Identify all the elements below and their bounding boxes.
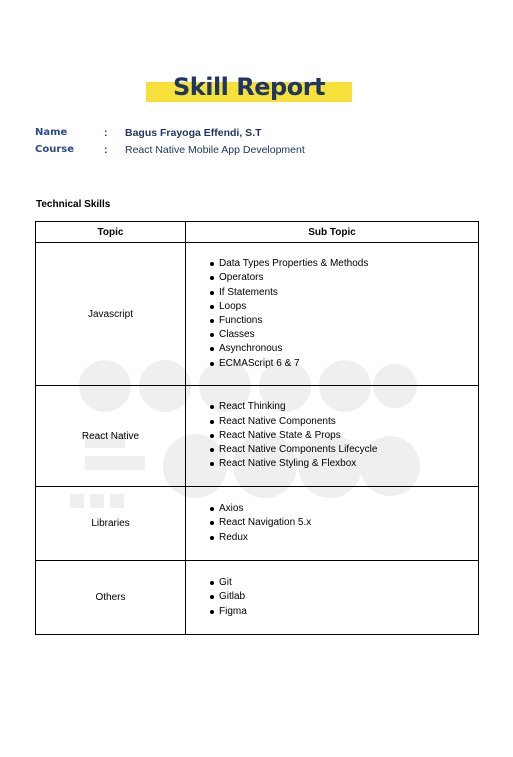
list-item: React Native Styling & Flexbox bbox=[210, 457, 478, 471]
topic-cell: Javascript bbox=[36, 243, 186, 386]
subtopic-cell bbox=[186, 386, 479, 487]
list-item: Figma bbox=[210, 605, 478, 619]
info-value-course: React Native Mobile App Development bbox=[125, 144, 305, 156]
topic-cell: React Native bbox=[36, 386, 186, 487]
list-item: Git bbox=[210, 576, 478, 590]
info-separator: : bbox=[104, 144, 108, 156]
info-separator: : bbox=[104, 127, 108, 139]
skills-table bbox=[35, 221, 479, 635]
column-header-topic: Topic bbox=[36, 222, 186, 243]
list-item: Data Types Properties & Methods bbox=[210, 257, 478, 271]
subtopic-cell bbox=[186, 243, 479, 386]
info-label: Course bbox=[35, 144, 74, 155]
list-item: Gitlab bbox=[210, 590, 478, 604]
topic-cell: Libraries bbox=[36, 487, 186, 561]
section-title: Technical Skills bbox=[36, 199, 111, 210]
subtopic-cell bbox=[186, 487, 479, 561]
column-header-subtopic: Sub Topic bbox=[186, 222, 479, 243]
list-item: Classes bbox=[210, 328, 478, 342]
list-item: React Native Components bbox=[210, 415, 478, 429]
info-label: Name bbox=[35, 127, 68, 138]
list-item: Functions bbox=[210, 314, 478, 328]
report-title-block bbox=[146, 70, 352, 104]
list-item: React Navigation 5.x bbox=[210, 516, 478, 530]
table-header-row bbox=[36, 222, 479, 243]
table-row bbox=[36, 561, 479, 635]
list-item: ECMAScript 6 & 7 bbox=[210, 357, 478, 371]
table-row bbox=[36, 243, 479, 386]
subtopic-cell bbox=[186, 561, 479, 635]
info-value-name: Bagus Frayoga Effendi, S.T bbox=[125, 127, 262, 139]
list-item: Operators bbox=[210, 271, 478, 285]
list-item: React Thinking bbox=[210, 400, 478, 414]
list-item: React Native Components Lifecycle bbox=[210, 443, 478, 457]
topic-cell: Others bbox=[36, 561, 186, 635]
subtopic-list bbox=[210, 576, 478, 619]
table-row bbox=[36, 487, 479, 561]
list-item: Loops bbox=[210, 300, 478, 314]
list-item: Axios bbox=[210, 502, 478, 516]
page-title: Skill Report bbox=[172, 73, 325, 101]
list-item: Redux bbox=[210, 531, 478, 545]
subtopic-list bbox=[210, 502, 478, 545]
table-row bbox=[36, 386, 479, 487]
subtopic-list bbox=[210, 400, 478, 471]
subtopic-list bbox=[210, 257, 478, 371]
list-item: Asynchronous bbox=[210, 342, 478, 356]
list-item: If Statements bbox=[210, 286, 478, 300]
list-item: React Native State & Props bbox=[210, 429, 478, 443]
